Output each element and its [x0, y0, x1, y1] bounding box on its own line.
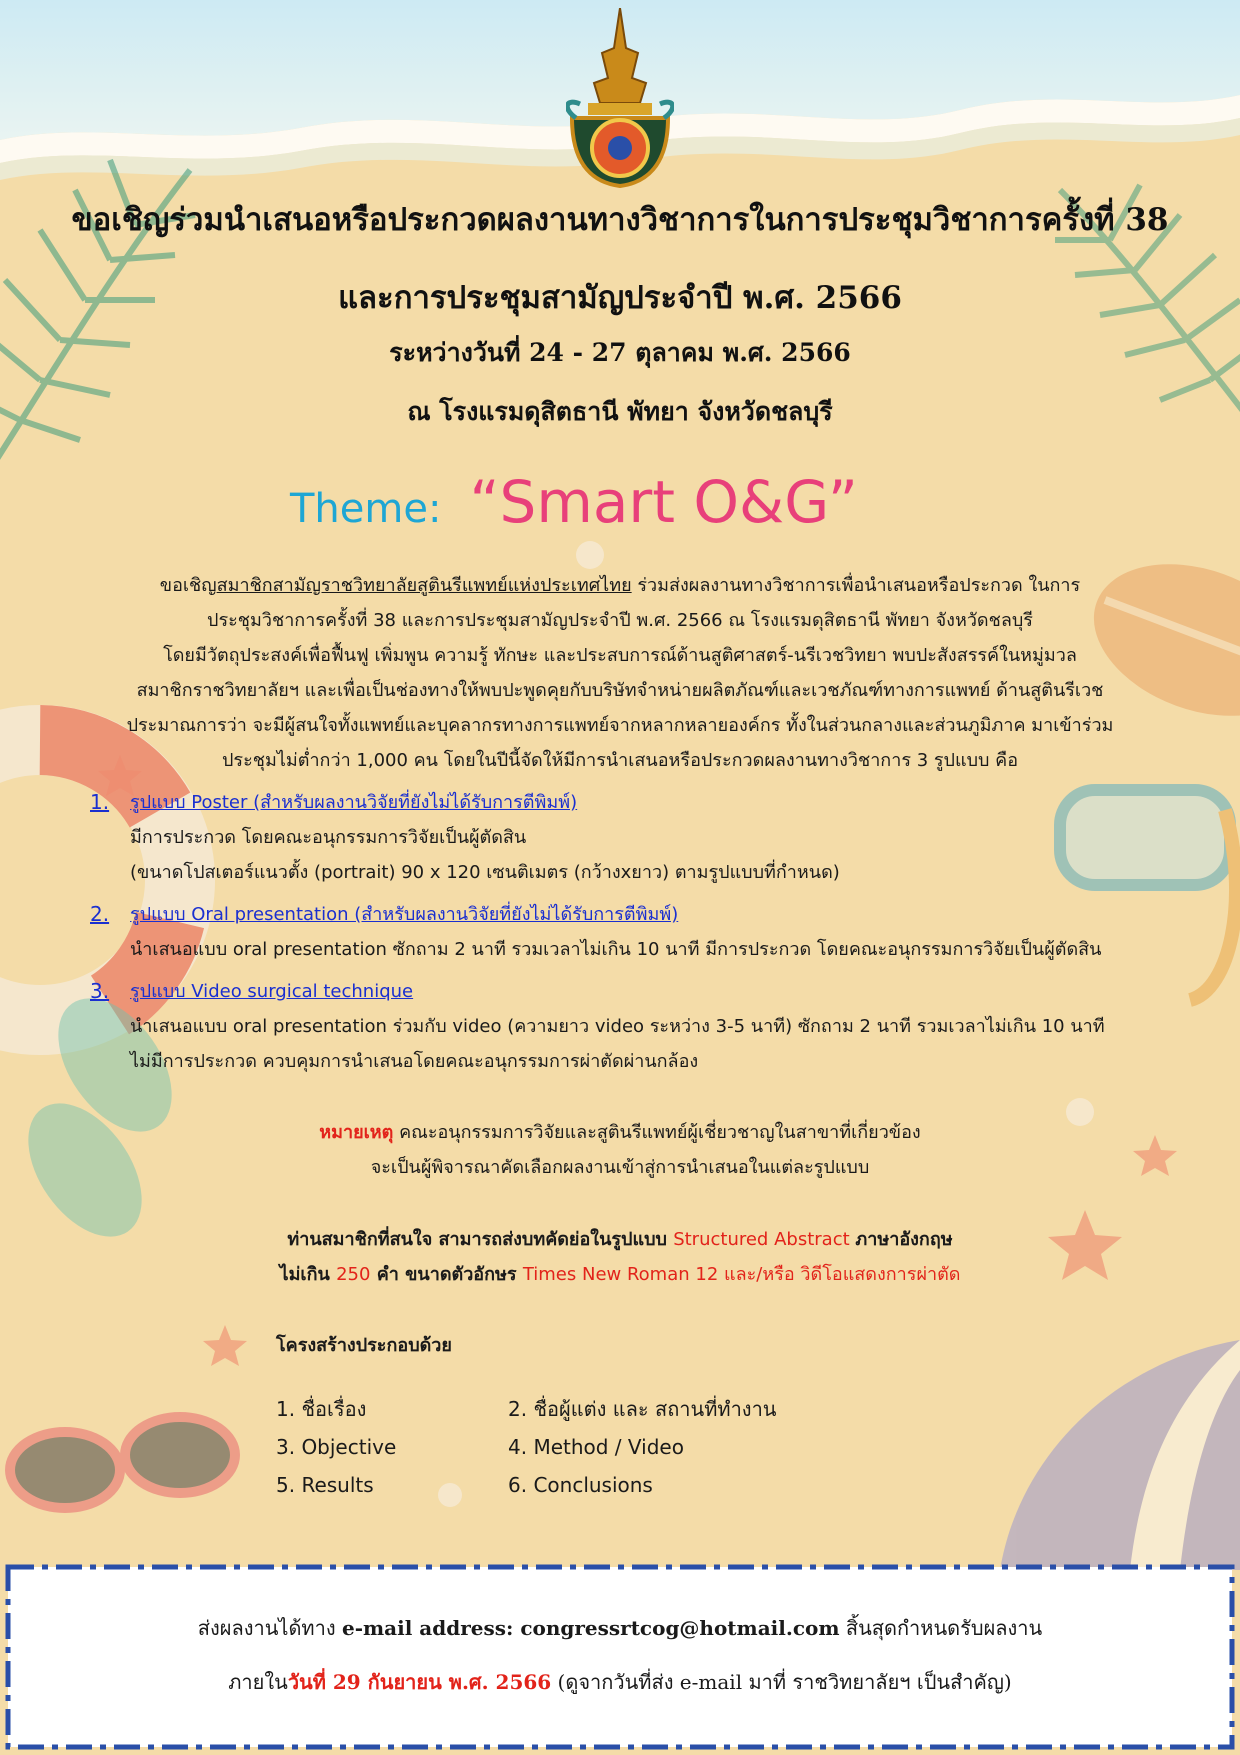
footer-text: ภายใน [228, 1670, 288, 1694]
format-detail: ไม่มีการประกวด ควบคุมการนำเสนอโดยคณะอนุกรรมการผ่าตัดผ่านกล้อง [130, 1051, 699, 1072]
submission-highlight: Times New Roman 12 และ/หรือ วิดีโอแสดงการผ่าตัด [522, 1264, 961, 1285]
event-date: ระหว่างวันที่ 24 - 27 ตุลาคม พ.ศ. 2566 [389, 338, 851, 367]
format-detail: มีการประกวด โดยคณะอนุกรรมการวิจัยเป็นผู้ตัดสิน [130, 827, 527, 848]
college-emblem-logo [566, 8, 674, 188]
format-title-link[interactable]: รูปแบบ Oral presentation (สำหรับผลงานวิจัยที่ยังไม่ได้รับการตีพิมพ์) [130, 904, 679, 925]
note-line1 [0, 1115, 1240, 1150]
structure-item: 2. ชื่อผู้แต่ง และ สถานที่ทำงาน [508, 1397, 777, 1421]
theme-value: “Smart O&G” [469, 468, 858, 536]
footer-text: (ดูจากวันที่ส่ง e-mail มาที่ ราชวิทยาลัยฯ เป็นสำคัญ) [551, 1670, 1012, 1694]
intro-line: โดยมีวัตถุประสงค์เพื่อฟื้นฟู เพิ่มพูน ความรู้ ทักษะ และประสบการณ์ด้านสูติศาสตร์-นรีเวชวิทยา พบปะสังสรรค์ในหมู่มวล [163, 645, 1077, 666]
submission-highlight: 250 [336, 1264, 371, 1285]
intro-line [60, 568, 1180, 603]
intro-text: ร่วมส่งผลงานทางวิชาการเพื่อนำเสนอหรือประกวด ในการ [631, 575, 1081, 596]
structure-item: 4. Method / Video [508, 1435, 684, 1459]
format-detail: นำเสนอแบบ oral presentation ซักถาม 2 นาที รวมเวลาไม่เกิน 10 นาที มีการประกวด โดยคณะอนุกรรมการวิจัยเป็นผู้ตัดสิน [130, 939, 1102, 960]
note-label: หมายเหตุ [319, 1122, 394, 1143]
intro-text: ขอเชิญ [159, 575, 217, 596]
intro-line: ประชุมวิชาการครั้งที่ 38 และการประชุมสามัญประจำปี พ.ศ. 2566 ณ โรงแรมดุสิตธานี พัทยา จังหวัดชลบุรี [207, 610, 1033, 631]
structure-item: 3. Objective [276, 1435, 397, 1459]
structure-item: 1. ชื่อเรื่อง [276, 1397, 367, 1421]
format-detail: (ขนาดโปสเตอร์แนวตั้ง (portrait) 90 x 120 เซนติเมตร (กว้างxยาว) ตามรูปแบบที่กำหนด) [130, 862, 840, 883]
intro-line: สมาชิกราชวิทยาลัยฯ และเพื่อเป็นช่องทางให้พบปะพูดคุยกับบริษัทจำหน่ายผลิตภัณฑ์และเวชภัณฑ์ทางการแพทย์ ด้านสูตินรีเวช [136, 680, 1104, 701]
format-title-link[interactable]: รูปแบบ Video surgical technique [130, 981, 414, 1002]
footer-email-line [0, 1612, 1240, 1644]
structure-title: โครงสร้างประกอบด้วย [276, 1335, 452, 1356]
submission-text: ท่านสมาชิกที่สนใจ สามารถส่งบทคัดย่อในรูปแบบ [287, 1229, 674, 1250]
intro-line: ประมาณการว่า จะมีผู้สนใจทั้งแพทย์และบุคลากรทางการแพทย์จากหลากหลายองค์กร ทั้งในส่วนกลางและส่วนภูมิภาค มาเข้าร่วม [126, 715, 1114, 736]
submission-text: คำ ขนาดตัวอักษร [370, 1264, 523, 1285]
submission-line1 [0, 1222, 1240, 1257]
footer-deadline-line [0, 1666, 1240, 1698]
deadline-date: วันที่ 29 กันยายน พ.ศ. 2566 [287, 1670, 552, 1694]
theme-banner [290, 468, 858, 536]
format-number: 3. [90, 979, 110, 1003]
note-text: คณะอนุกรรมการวิจัยและสูตินรีแพทย์ผู้เชี่ยวชาญในสาขาที่เกี่ยวข้อง [393, 1122, 921, 1143]
submission-highlight: Structured Abstract [673, 1229, 856, 1250]
intro-member-link-text: สมาชิกสามัญราชวิทยาลัยสูตินรีแพทย์แห่งประเทศไทย [216, 575, 632, 596]
submission-text: ไม่เกิน [279, 1264, 337, 1285]
footer-email-link[interactable]: e-mail address: congressrtcog@hotmail.com [341, 1616, 840, 1640]
format-number: 2. [90, 902, 110, 926]
format-number: 1. [90, 790, 110, 814]
event-venue: ณ โรงแรมดุสิตธานี พัทยา จังหวัดชลบุรี [407, 397, 833, 426]
theme-label: Theme: [290, 486, 442, 532]
page-title-line2: และการประชุมสามัญประจำปี พ.ศ. 2566 [338, 280, 902, 316]
page-title-line1: ขอเชิญร่วมนำเสนอหรือประกวดผลงานทางวิชาการในการประชุมวิชาการครั้งที่ 38 [71, 202, 1169, 238]
footer-text: สิ้นสุดกำหนดรับผลงาน [839, 1616, 1043, 1640]
intro-line: ประชุมไม่ต่ำกว่า 1,000 คน โดยในปีนี้จัดให้มีการนำเสนอหรือประกวดผลงานทางวิชาการ 3 รูปแบบ คือ [222, 750, 1018, 771]
note-line2: จะเป็นผู้พิจารณาคัดเลือกผลงานเข้าสู่การนำเสนอในแต่ละรูปแบบ [370, 1157, 870, 1178]
submission-text: ภาษาอังกฤษ [855, 1229, 953, 1250]
footer-text: ส่งผลงานได้ทาง [197, 1616, 342, 1640]
structure-item: 5. Results [276, 1473, 374, 1497]
format-detail: นำเสนอแบบ oral presentation ร่วมกับ video (ความยาว video ระหว่าง 3-5 นาที) ซักถาม 2 นาที รวมเวลาไม่เกิน 10 นาที [130, 1016, 1105, 1037]
submission-line2 [0, 1257, 1240, 1292]
format-title-link[interactable]: รูปแบบ Poster (สำหรับผลงานวิจัยที่ยังไม่ได้รับการตีพิมพ์) [130, 792, 578, 813]
intro-paragraph [60, 568, 1180, 778]
structure-item: 6. Conclusions [508, 1473, 653, 1497]
